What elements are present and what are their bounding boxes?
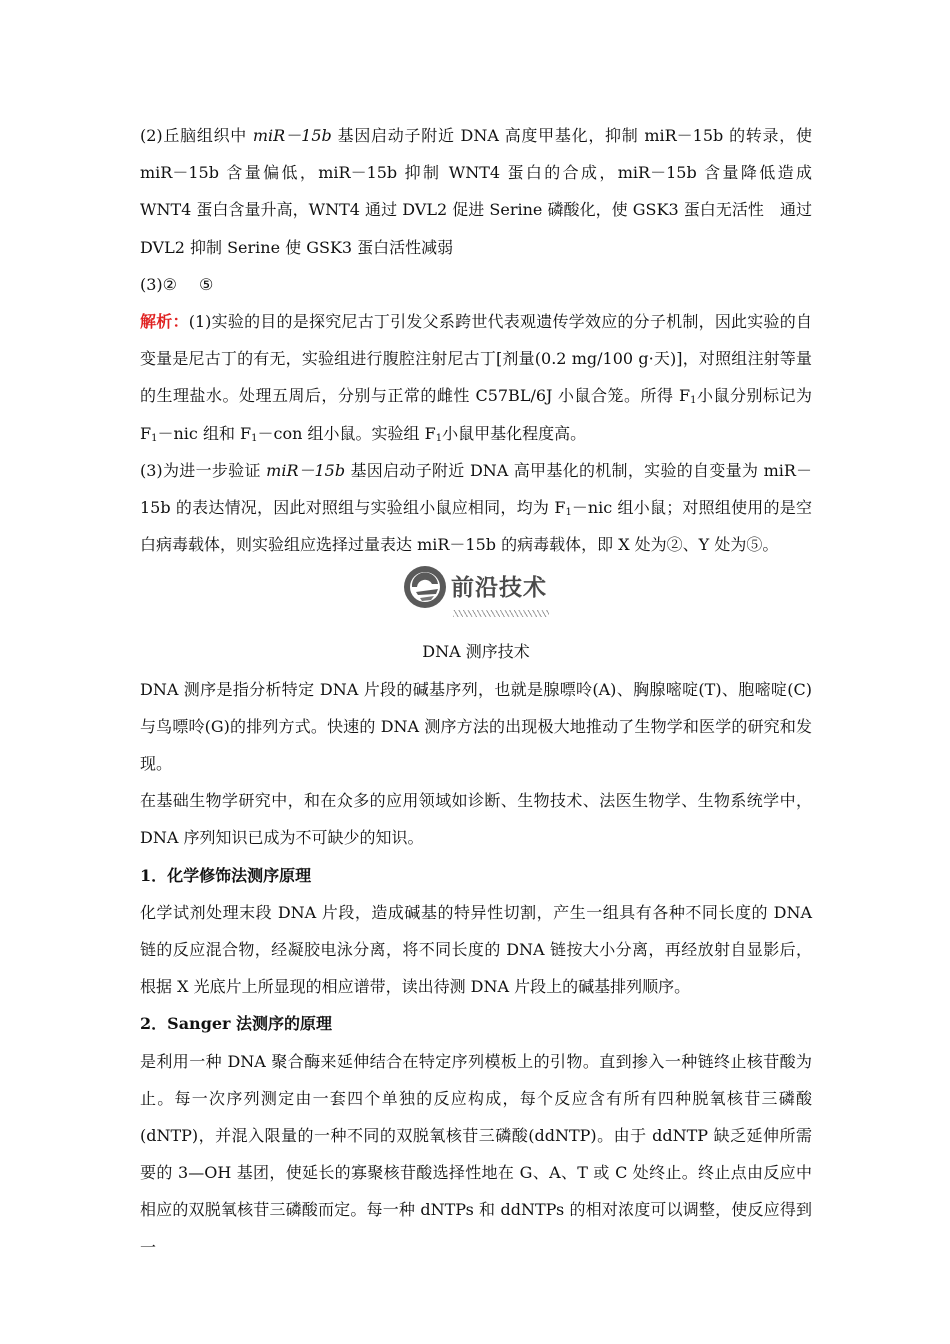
gene-name: miR－15b [252, 126, 332, 145]
answer-part-3 [140, 266, 812, 303]
analysis-text: －nic 组和 F [157, 423, 252, 443]
subscript: 1 [565, 507, 572, 519]
subscript: 1 [435, 432, 443, 444]
answer-part-2-prefix: (2)丘脑组织中 [140, 126, 253, 145]
answer-part-2-text: 基因启动子附近 DNA 高度甲基化，抑制 miR－15b 的转录，使 miR－15b 含量偏低，miR－15b 抑制 WNT4 蛋白的合成，miR－15b 含量降低造成 WNT4 蛋白含量升高，WNT4 通过 DVL2 促进 Serine 磷酸化，使 GSK3 蛋白无活性 通过 DVL2 抑制 Serine 使 GSK3 蛋白活性减弱 [140, 126, 812, 257]
subscript: 1 [251, 432, 258, 444]
section-heading: 1．化学修饰法测序原理 [140, 865, 312, 885]
subscript: 1 [151, 432, 158, 444]
banner-stripe [453, 610, 549, 617]
article-paragraph: 是利用一种 DNA 聚合酶来延伸结合在特定序列模板上的引物。直到掺入一种链终止核苷酸为止。每一次序列测定由一套四个单独的反应构成，每个反应含有所有四种脱氧核苷三磷酸(dNTP)，并混入限量的一种不同的双脱氧核苷三磷酸(ddNTP)。由于 ddNTP 缺乏延伸所需要的 3—OH 基团，使延长的寡聚核苷酸选择性地在 G、A、T 或 C 处终止。终止点由反应中相应的双脱氧核苷三磷酸而定。每一种 dNTPs 和 ddNTPs 的相对浓度可以调整，使反应得到一 [140, 1051, 812, 1257]
gene-name: miR－15b [266, 460, 346, 480]
answer-part-2 [140, 117, 812, 266]
analysis-text: －con 组小鼠。实验组 F [257, 423, 436, 443]
article-paragraph: 在基础生物学研究中，和在众多的应用领域如诊断、生物技术、法医生物学、生物系统学中，DNA 序列知识已成为不可缺少的知识。 [140, 791, 812, 848]
analysis-part-3 [140, 452, 812, 564]
document-body [140, 117, 812, 1266]
answer-choice-x: ② [162, 274, 178, 294]
section-heading: 2．Sanger 法测序的原理 [140, 1014, 333, 1034]
analysis-label: 解析： [140, 312, 189, 332]
analysis-text: 基因启动子附近 DNA 高甲基化的机制，实验的自变量为 miR－15b 的表达情况，因此对照组与实验组小鼠应相同，均为 F [140, 460, 812, 518]
frontier-logo-icon [403, 565, 447, 622]
analysis-text: －nic 组小鼠；对照组使用的是空白病毒载体，则实验组应选择过量表达 miR－15b 的病毒载体，即 X 处为②、Y 处为⑤。 [140, 498, 812, 555]
analysis-text: (3)为进一步验证 [140, 460, 267, 480]
answer-part-3-number: (3) [140, 274, 163, 294]
analysis-text: 小鼠甲基化程度高。 [442, 423, 587, 443]
article-paragraph: 化学试剂处理末段 DNA 片段，造成碱基的特异性切割，产生一组具有各种不同长度的 DNA 链的反应混合物，经凝胶电泳分离，将不同长度的 DNA 链按大小分离，再经放射自显影后，根据 X 光底片上所显现的相应谱带，读出待测 DNA 片段上的碱基排列顺序。 [140, 902, 812, 997]
analysis-part-1 [140, 303, 812, 452]
answer-choice-y: ⑤ [199, 274, 214, 294]
banner-title: 前沿技术 [451, 575, 547, 602]
subscript: 1 [690, 395, 697, 407]
article-paragraph: DNA 测序是指分析特定 DNA 片段的碱基序列，也就是腺嘌呤(A)、胸腺嘧啶(T)、胞嘧啶(C)与鸟嘌呤(G)的排列方式。快速的 DNA 测序方法的出现极大地推动了生物学和医学的研究和发现。 [140, 679, 812, 774]
section-banner [140, 565, 812, 621]
article-title: DNA 测序技术 [422, 642, 530, 662]
analysis-text: (1)实验的目的是探究尼古丁引发父系跨世代表观遗传学效应的分子机制，因此实验的自变量是尼古丁的有无，实验组进行腹腔注射尼古丁[剂量(0.2 mg/100 g·天)]，对照组注射等量的生理盐水。处理五周后，分别与正常的雌性 C57BL/6J 小鼠合笼。所得 F [140, 312, 812, 406]
analysis-text: 小鼠分别标记为 F [140, 386, 812, 443]
